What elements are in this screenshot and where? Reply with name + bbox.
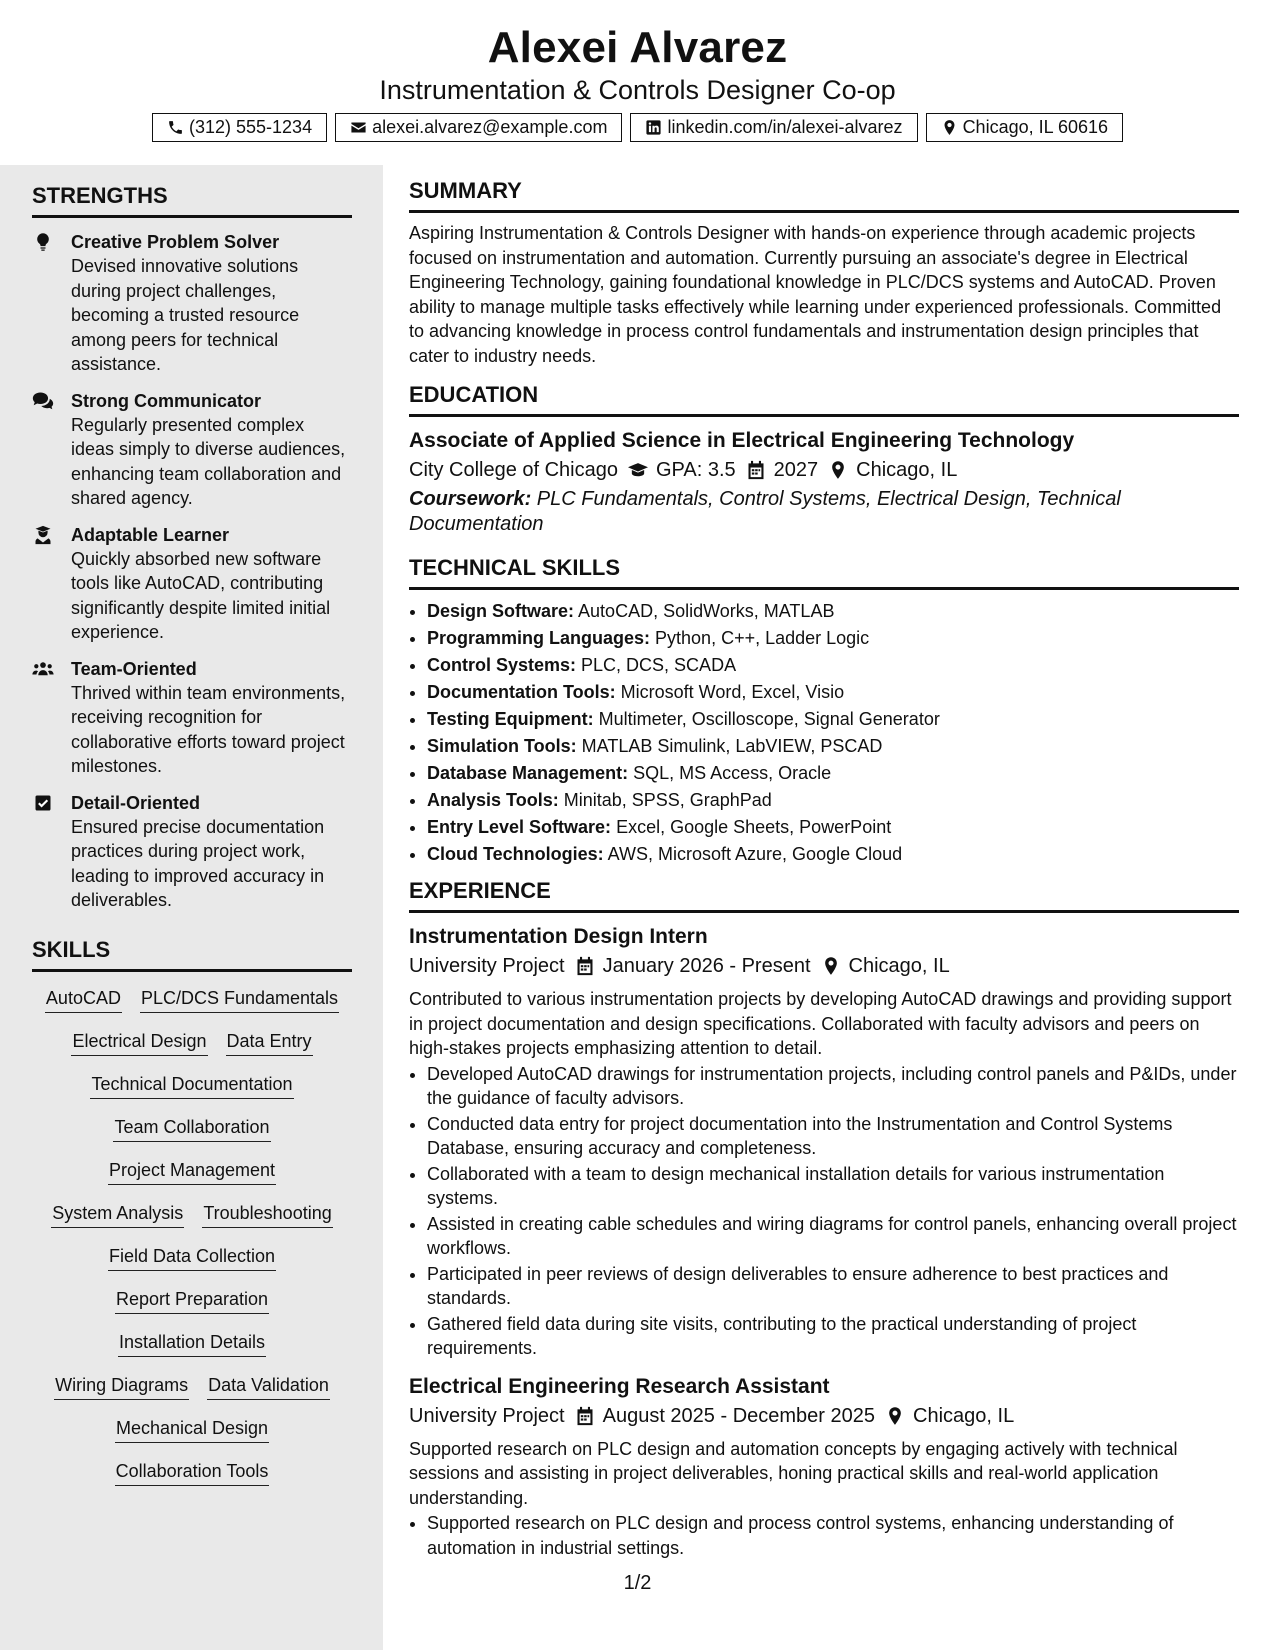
list-item: • Collaborated with a team to design mechanical installation details for various instrumentation systems. (427, 1162, 1239, 1211)
tech-skill-label: Entry Level Software: (427, 817, 612, 837)
checkbox-icon (32, 793, 54, 813)
contact-linkedin[interactable] (630, 113, 917, 142)
contact-email-text: alexei.alvarez@example.com (372, 117, 608, 137)
contact-bar (0, 113, 1275, 142)
strength-description: Regularly presented complex ideas simply to diverse audiences, enhancing team collaboration and shared agency. (71, 414, 346, 508)
list-item (427, 814, 1239, 841)
map-pin-icon (885, 1406, 905, 1426)
tech-skill-label: Database Management: (427, 763, 629, 783)
phone-icon (167, 119, 184, 136)
strength-item (32, 657, 352, 779)
education-meta (409, 455, 1239, 485)
strength-description: Thrived within team environments, receiving recognition for collaborative efforts toward project milestones. (71, 682, 346, 776)
contact-location (926, 113, 1123, 142)
tech-skill-label: Documentation Tools: (427, 682, 616, 702)
candidate-name: Alexei Alvarez (487, 23, 788, 72)
tech-skill-value: AWS, Microsoft Azure, Google Cloud (603, 844, 903, 864)
tech-skill-value: Microsoft Word, Excel, Visio (615, 682, 845, 702)
job-meta (409, 951, 1239, 981)
job-description: Contributed to various instrumentation projects by developing AutoCAD drawings and providing support in project documentation and design specifications. Collaborated with faculty advisors and peers on high-stakes projects emphasizing attention to detail. (409, 989, 1232, 1058)
map-pin-icon (821, 956, 841, 976)
tech-skill-value: Multimeter, Oscilloscope, Signal Generator (593, 709, 940, 729)
calendar-icon (575, 1406, 595, 1426)
summary-text: Aspiring Instrumentation & Controls Designer with hands-on experience through academic projects focused on instrumentation and automation. Currently pursuing an associate's degree in Electrical Engineering Technology, gaining foundational knowledge in PLC/DCS systems and AutoCAD. Proven ability to manage multiple tasks effectively while learning under experienced professionals. Committed to advancing knowledge in process control fundamentals and instrumentation design principles that cater to industry needs. (409, 223, 1222, 366)
job-location: Chicago, IL (848, 955, 950, 977)
job-organization: University Project (409, 1404, 565, 1427)
contact-location-text: Chicago, IL 60616 (962, 117, 1109, 137)
tech-skill-value: MATLAB Simulink, LabVIEW, PSCAD (576, 736, 883, 756)
list-item (427, 760, 1239, 787)
job-meta (409, 1401, 1239, 1431)
calendar-icon (575, 956, 595, 976)
skill-tag: Report Preparation (115, 1287, 269, 1314)
skill-tag: Troubleshooting (202, 1201, 332, 1228)
education-heading: EDUCATION (409, 382, 1239, 417)
list-item: • Participated in peer reviews of design deliverables to ensure adherence to best practices and standards. (427, 1262, 1239, 1311)
contact-phone-text: (312) 555-1234 (188, 117, 313, 137)
skill-tag: System Analysis (51, 1201, 184, 1228)
list-item (427, 706, 1239, 733)
page-number: 1/2 (623, 1572, 652, 1594)
graduation-year: 2027 (773, 459, 819, 481)
strength-description: Quickly absorbed new software tools like AutoCAD, contributing significantly despite limited initial experience. (71, 548, 331, 642)
tech-skill-value: Python, C++, Ladder Logic (650, 628, 870, 648)
list-item: • Developed AutoCAD drawings for instrumentation projects, including control panels and P&IDs, under the guidance of faculty advisors. (427, 1062, 1239, 1111)
strength-item (32, 389, 352, 511)
strength-description: Ensured precise documentation practices during project work, leading to improved accuracy in deliverables. (71, 816, 325, 910)
tech-skill-label: Cloud Technologies: (427, 844, 604, 864)
tech-skill-label: Simulation Tools: (427, 736, 577, 756)
tech-skill-label: Control Systems: (427, 655, 577, 675)
strength-item (32, 230, 352, 377)
job-dates: August 2025 - December 2025 (602, 1404, 876, 1427)
contact-linkedin-text: linkedin.com/in/alexei-alvarez (667, 117, 903, 137)
graduation-cap-icon (628, 460, 648, 480)
list-item (427, 598, 1239, 625)
technical-skills-heading: TECHNICAL SKILLS (409, 555, 1239, 590)
list-item: • Gathered field data during site visits, contributing to the practical understanding of project requirements. (427, 1312, 1239, 1361)
tech-skill-value: Excel, Google Sheets, PowerPoint (611, 817, 892, 837)
list-item (427, 787, 1239, 814)
list-item: • Conducted data entry for project documentation into the Instrumentation and Control Systems Database, ensuring accuracy and completeness. (427, 1112, 1239, 1161)
list-item (427, 679, 1239, 706)
coursework-label: Coursework: (409, 488, 532, 510)
skill-tag: PLC/DCS Fundamentals (140, 986, 339, 1013)
job-bullets (409, 1062, 1239, 1361)
skill-tag: Technical Documentation (90, 1072, 293, 1099)
tech-skill-label: Programming Languages: (427, 628, 651, 648)
degree-title: Associate of Applied Science in Electrical Engineering Technology (409, 429, 1075, 452)
tech-skill-label: Testing Equipment: (427, 709, 594, 729)
skills-list (32, 986, 352, 1486)
linkedin-icon (645, 119, 662, 136)
tech-skill-label: Analysis Tools: (427, 790, 559, 810)
tech-skill-value: PLC, DCS, SCADA (576, 655, 737, 675)
lightbulb-icon (32, 232, 54, 252)
skill-tag: Field Data Collection (108, 1244, 276, 1271)
experience-heading: EXPERIENCE (409, 878, 1239, 913)
strengths-heading: STRENGTHS (32, 183, 352, 218)
skill-tag: Wiring Diagrams (54, 1373, 189, 1400)
strength-item (32, 791, 352, 913)
skill-tag: Data Validation (207, 1373, 330, 1400)
tech-skill-value: Minitab, SPSS, GraphPad (558, 790, 772, 810)
skill-tag: AutoCAD (45, 986, 122, 1013)
skill-tag: Data Entry (226, 1029, 313, 1056)
strength-title: Strong Communicator (71, 390, 262, 411)
skill-tag: Project Management (108, 1158, 276, 1185)
skill-tag: Mechanical Design (115, 1416, 269, 1443)
comments-icon (32, 391, 54, 411)
coursework (409, 487, 1239, 537)
strength-item (32, 523, 352, 645)
skill-tag: Team Collaboration (113, 1115, 270, 1142)
main-content (409, 178, 1239, 1560)
map-pin-icon (941, 119, 958, 136)
calendar-icon (746, 460, 766, 480)
strength-title: Creative Problem Solver (71, 232, 280, 252)
school-location: Chicago, IL (856, 459, 958, 481)
strength-title: Adaptable Learner (71, 524, 230, 545)
summary-heading: SUMMARY (409, 178, 1239, 213)
skills-heading: SKILLS (32, 937, 352, 972)
skill-tag: Installation Details (118, 1330, 266, 1357)
list-item: • Supported research on PLC design and process control systems, enhancing understanding of automation in industrial settings. (427, 1511, 1239, 1560)
job-description: Supported research on PLC design and automation concepts by engaging actively with technical sessions and assisting in project deliverables, honing practical skills and real-world application understanding. (409, 1438, 1178, 1508)
technical-skills-list (409, 598, 1239, 868)
gpa: GPA: 3.5 (656, 459, 736, 481)
list-item (427, 652, 1239, 679)
job-title: Instrumentation Design Intern (409, 925, 708, 948)
job-dates: January 2026 - Present (602, 955, 811, 977)
skill-tag: Collaboration Tools (115, 1459, 270, 1486)
graduate-icon (32, 525, 54, 545)
tech-skill-value: AutoCAD, SolidWorks, MATLAB (574, 601, 835, 621)
list-item (427, 841, 1239, 868)
strength-description: Devised innovative solutions during project challenges, becoming a trusted resource among peers for technical assistance. (71, 256, 300, 374)
job-organization: University Project (409, 955, 565, 977)
candidate-role: Instrumentation & Controls Designer Co-op (379, 75, 896, 105)
coursework-list: PLC Fundamentals, Control Systems, Electrical Design, Technical Documentation (409, 488, 1121, 535)
list-item (427, 625, 1239, 652)
job-bullets (409, 1511, 1239, 1560)
skill-tag: Electrical Design (71, 1029, 207, 1056)
job-title: Electrical Engineering Research Assistant (409, 1374, 830, 1398)
resume-header (0, 0, 1275, 165)
contact-phone[interactable] (152, 113, 327, 142)
map-pin-icon (828, 460, 848, 480)
contact-email[interactable] (335, 113, 622, 142)
users-icon (32, 659, 54, 679)
sidebar (0, 165, 383, 1650)
list-item: • Assisted in creating cable schedules and wiring diagrams for control panels, enhancing overall project workflows. (427, 1212, 1239, 1261)
job-location: Chicago, IL (913, 1404, 1015, 1427)
school-name: City College of Chicago (409, 459, 618, 481)
strength-title: Detail-Oriented (71, 792, 201, 813)
envelope-icon (350, 119, 367, 136)
tech-skill-value: SQL, MS Access, Oracle (628, 763, 832, 783)
tech-skill-label: Design Software: (427, 601, 575, 621)
list-item (427, 733, 1239, 760)
strength-title: Team-Oriented (71, 658, 197, 679)
